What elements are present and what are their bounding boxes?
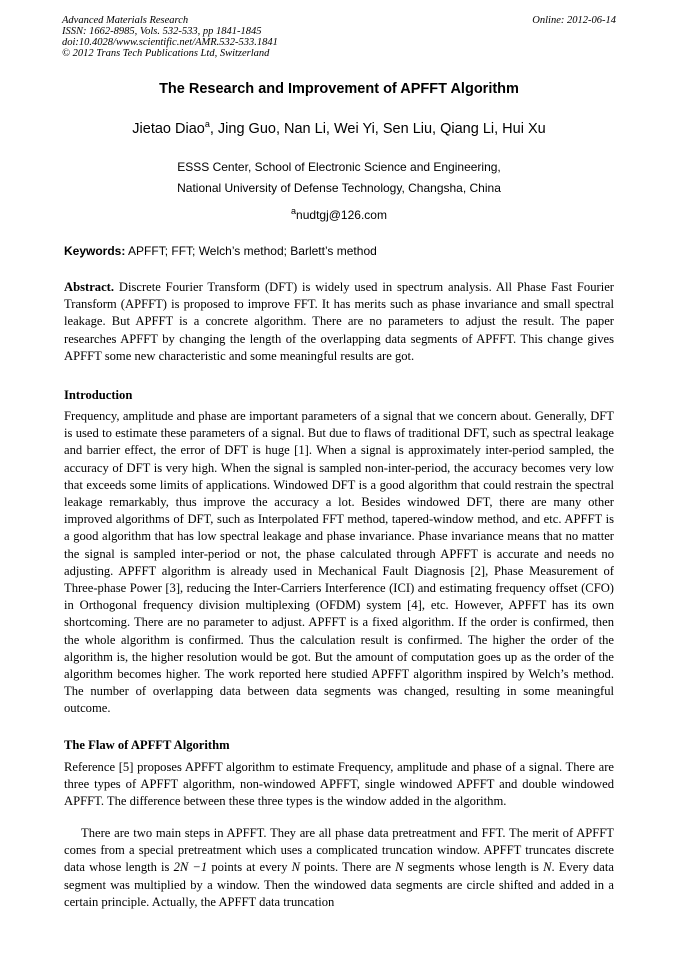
author-first: Jietao Diao (132, 121, 205, 137)
flaw-paragraph-2 (64, 825, 614, 911)
journal-header (62, 15, 616, 59)
introduction-heading: Introduction (64, 388, 133, 402)
symbol-n: N (543, 860, 552, 875)
formula-2n-minus-1: 2N −1 (173, 860, 208, 875)
author-email (0, 208, 678, 222)
affiliation-line-2: National University of Defense Technology, Changsha, China (177, 181, 501, 195)
abstract (64, 279, 614, 365)
email-address: nudtgj@126.com (296, 208, 387, 222)
flaw-heading: The Flaw of APFFT Algorithm (64, 738, 230, 752)
author-rest: , Jing Guo, Nan Li, Wei Yi, Sen Liu, Qiang Li, Hui Xu (209, 121, 546, 137)
online-date: Online: 2012-06-14 (532, 15, 616, 26)
flaw-p2-text-d: segments whose length is (403, 860, 544, 875)
keywords-text: APFFT; FFT; Welch’s method; Barlett’s method (125, 244, 377, 258)
abstract-label: Abstract. (64, 280, 115, 294)
flaw-p2-text-c: points. There are (300, 860, 396, 875)
copyright-line: © 2012 Trans Tech Publications Ltd, Switzerland (62, 48, 270, 59)
email-superscript: a (291, 206, 297, 216)
symbol-n: N (291, 860, 301, 875)
journal-name: Advanced Materials Research (62, 15, 189, 26)
keywords-label: Keywords: (64, 244, 126, 258)
introduction-paragraph: Frequency, amplitude and phase are important parameters of a signal that we concern about. Generally, DFT is used to estimate these parameters of a signal. But due to flaws of traditional DFT, such as spectral leakage and barrier effect, the error of DFT is huge [1]. When a signal is approximately inter-period sampled, the accuracy of DFT is very high. When the signal is sampled non-inter-period, the accuracy becomes very low that exceeds some limits of applications. Windowed DFT is a good algorithm that could restrain the spectral leakage remarkably, thus improve the accuracy a lot. Besides windowed DFT, there are many other improved algorithms of DFT, such as Interpolated FFT method, tapered-window method, and etc. APFFT is a good algorithm that has low spectral leakage and phase invariance. Phase invariance means that no matter the signal is sampled inter-period or not, the phase calculated through APFFT is accurate and needs no adjusting. APFFT algorithm is already used in Mechanical Fault Diagnosis [2], Phase Measurement of Three-phase Power [3], reducing the Inter-Carriers Interference (ICI) and estimating frequency offset (CFO) in Orthogonal frequency division multiplexing (OFDM) system [4], etc. However, APFFT has its own shortcoming. There are no parameter to adjust. APFFT is a fixed algorithm. If the order is confirmed, then the whole algorithm is confirmed. Thus the calculation result is confirmed. The higher the order of the algorithm is, the higher resolution would be got. But the amount of computation goes up as the order of the algorithm becomes higher. The work reported here studied APFFT algorithm inspired by Welch’s method. The number of overlapping data between data segments was changed, resulting in some meaningful outcome. (64, 409, 614, 716)
issn-line: ISSN: 1662-8985, Vols. 532-533, pp 1841-1845 (62, 26, 262, 37)
symbol-n: N (395, 860, 404, 875)
author-superscript: a (204, 119, 210, 130)
abstract-text: Discrete Fourier Transform (DFT) is widely used in spectrum analysis. All Phase Fast Fourier Transform (APFFT) is proposed to improve FFT. It has merits such as phase invariance and small spectral leakage. But APFFT is a concrete algorithm. There are no parameters to adjust the result. The paper researches APFFT by changing the length of the overlapping data segments of APFFT. This change gives APFFT some new characteristic and some meaningful results are got. (64, 280, 614, 363)
flaw-p2-text-b: points at every (207, 860, 292, 875)
author-list (0, 121, 678, 137)
doi-line: doi:10.4028/www.scientific.net/AMR.532-533.1841 (62, 37, 278, 48)
flaw-p2-text-e: . Every data segment was multiplied by a window. Then the windowed data segments are circle shifted and added in a certain principle. Actually, the APFFT data truncation (64, 860, 614, 909)
paper-title: The Research and Improvement of APFFT Algorithm (159, 81, 519, 97)
keywords (64, 244, 377, 258)
flaw-p2-text-a: There are two main steps in APFFT. They are all phase data pretreatment and FFT. The merit of APFFT comes from a special pretreatment which uses a complicated truncation window. APFFT truncates discrete data whose length is (64, 826, 614, 875)
affiliation-line-1: ESSS Center, School of Electronic Science and Engineering, (177, 160, 501, 174)
flaw-paragraph-1: Reference [5] proposes APFFT algorithm to estimate Frequency, amplitude and phase of a signal. There are three types of APFFT algorithm, non-windowed APFFT, single windowed APFFT and double windowed APFFT. The difference between these three types is the window added in the algorithm. (64, 760, 614, 809)
